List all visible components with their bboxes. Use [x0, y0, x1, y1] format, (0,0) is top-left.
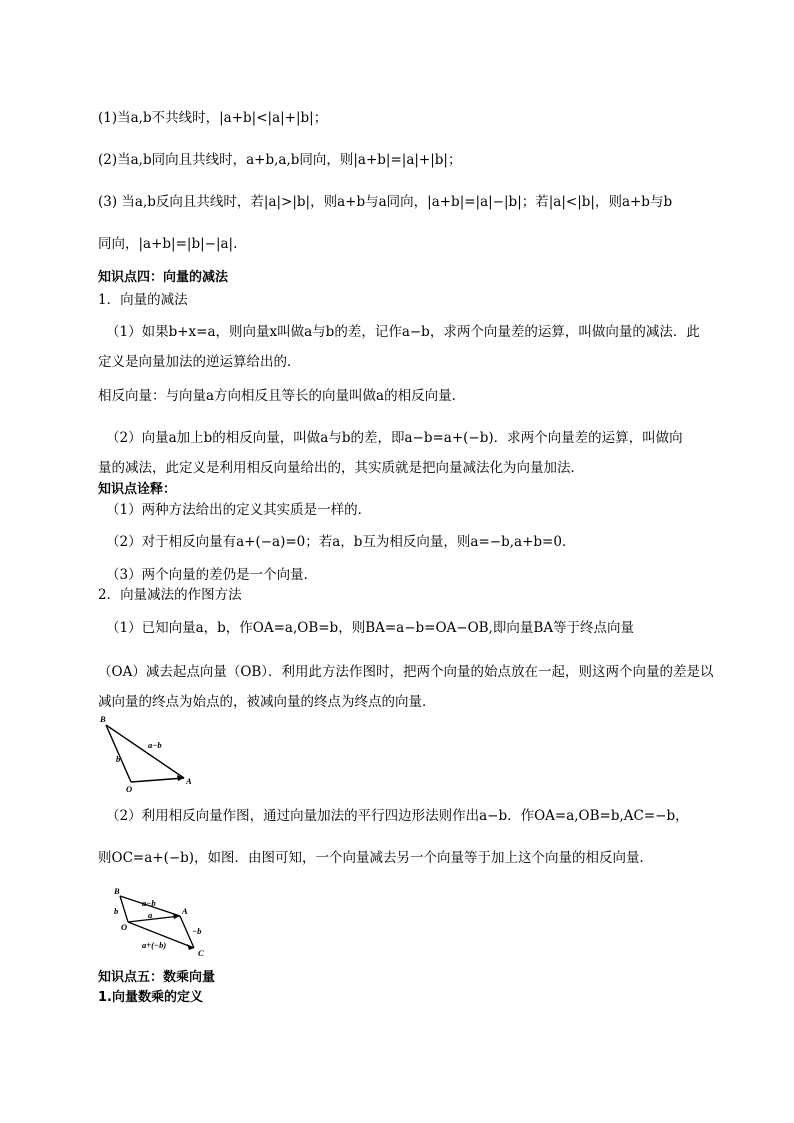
- text-line: 量的减法，此定义是利用相反向量给出的，其实质就是把向量减法化为向量加法．: [98, 460, 584, 476]
- subsection-heading: 1．向量的减法: [98, 292, 188, 308]
- label-b-vector: b: [114, 906, 119, 916]
- text-line: 同向，|a+b|=|b|−|a|.: [98, 236, 238, 252]
- opposite-vector-figure: [112, 886, 216, 958]
- label-a-point: A: [186, 776, 192, 786]
- text-line: (1)当a,b不共线时，|a+b|<|a|+|b|；: [98, 110, 328, 126]
- text-line: 则OC=a+(−b)，如图．由图可知，一个向量减去另一个向量等于加上这个向量的相反向量．: [98, 850, 654, 866]
- text-line: （1）已知向量a，b，作OA=a,OB=b，则BA=a−b=OA−OB,即向量BA等于终点向量: [106, 620, 635, 636]
- text-line: （2）利用相反向量作图，通过向量加法的平行四边形法则作出a−b．作OA=a,OB=b,AC=−b，: [106, 808, 689, 824]
- label-b-point: B: [114, 886, 120, 896]
- label-a-vector: a: [148, 910, 153, 920]
- text-line: （1）两种方法给出的定义其实质是一样的．: [106, 502, 372, 518]
- label-a-plus-minus-b: a+(−b): [142, 940, 167, 950]
- segment-oa: [128, 916, 180, 922]
- label-c-point: C: [198, 948, 204, 958]
- text-line: 减向量的终点为始点的，被减向量的终点为终点的向量．: [98, 694, 436, 710]
- text-line: (3) 当a,b反向且共线时，若|a|>|b|，则a+b与a同向，|a+b|=|a|−|b|；若|a|<|b|，则a+b与b: [98, 194, 673, 210]
- text-line: （OA）减去起点向量（OB）．利用此方法作图时，把两个向量的始点放在一起，则这两个向量的差是以: [98, 664, 714, 680]
- label-b-point: B: [100, 714, 106, 724]
- text-line: （1）如果b+x=a，则向量x叫做a与b的差，记作a−b，求两个向量差的运算，叫做向量的减法．此: [106, 324, 700, 340]
- label-o-point: O: [121, 922, 128, 932]
- label-b-vector: b: [116, 754, 121, 764]
- label-a-minus-b: a−b: [148, 740, 162, 750]
- section-heading: 知识点四：向量的减法: [98, 270, 229, 285]
- subsection-heading: 1.向量数乘的定义: [98, 990, 203, 1005]
- segment-bo: [120, 896, 128, 922]
- text-line: （2）对于相反向量有a+(−a)=0；若a，b互为相反向量，则a=−b,a+b=0．: [106, 534, 576, 550]
- label-o-point: O: [126, 784, 133, 794]
- annotation-heading: 知识点诠释：: [98, 482, 177, 497]
- text-line: 定义是向量加法的逆运算给出的．: [98, 354, 301, 370]
- text-line: （3）两个向量的差仍是一个向量．: [106, 567, 318, 583]
- segment-oa: [131, 778, 184, 782]
- text-line: （2）向量a加上b的相反向量，叫做a与b的差，即a−b=a+(−b)．求两个向量差的运算，叫做向: [106, 430, 683, 446]
- text-line: 相反向量：与向量a方向相反且等长的向量叫做a的相反向量．: [98, 388, 466, 404]
- vector-subtraction-figure: [96, 712, 206, 794]
- text-line: (2)当a,b同向且共线时，a+b,a,b同向，则|a+b|=|a|+|b|；: [98, 152, 462, 168]
- arrowhead-a: [173, 913, 180, 919]
- label-a-point: A: [182, 906, 188, 916]
- label-minus-b: −b: [192, 926, 202, 936]
- label-a-minus-b: a−b: [142, 898, 156, 908]
- section-heading: 知识点五：数乘向量: [98, 970, 216, 985]
- subsection-heading: 2．向量减法的作图方法: [98, 587, 242, 603]
